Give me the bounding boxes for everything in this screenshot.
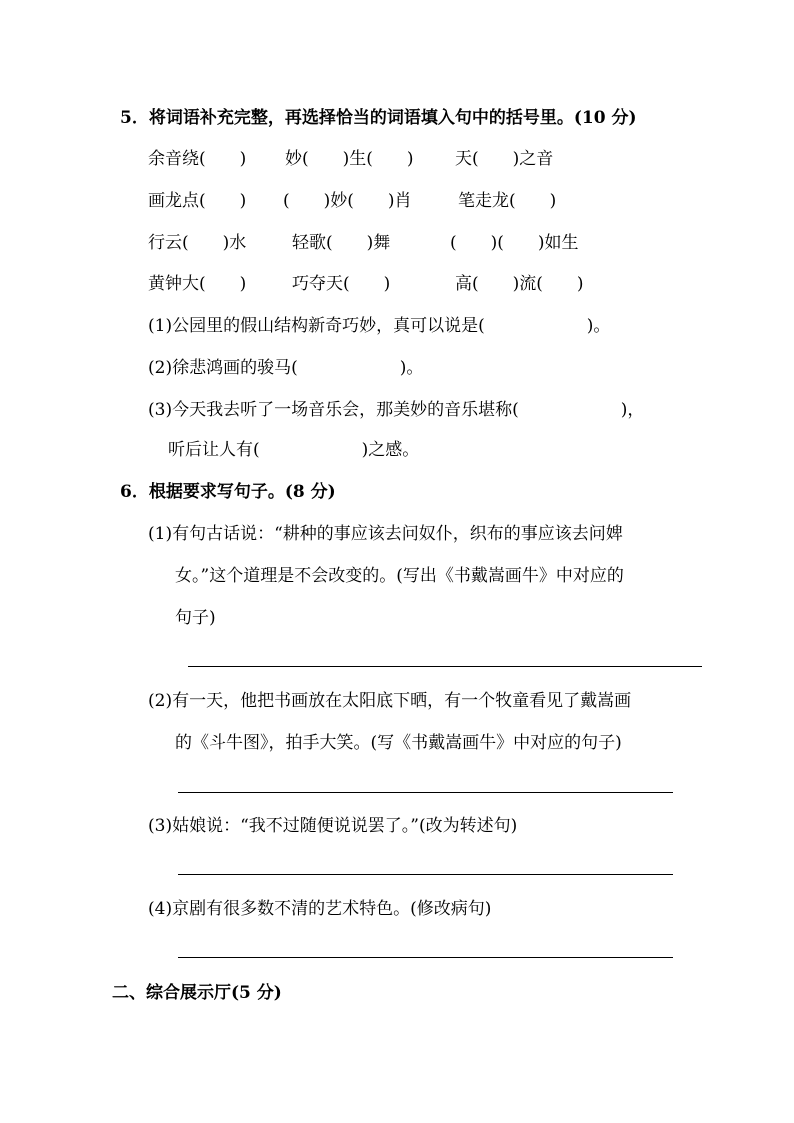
word-item: 画龙点( ) [148,191,247,211]
q6-title: 6．根据要求写句子。(8 分) [120,482,336,502]
q6-item-4: (4)京剧有很多数不清的艺术特色。(修改病句) [148,899,492,919]
q6-item-1: (1)有句古话说：“耕种的事应该去问奴仆，织布的事应该去问婢 [148,524,623,544]
word-item: 妙( )生( ) [285,149,414,169]
answer-line[interactable] [178,874,673,875]
q6-item-3: (3)姑娘说：“我不过随便说说罢了。”(改为转述句) [148,816,518,836]
word-item: ( )妙( )肖 [283,191,412,211]
answer-line[interactable] [178,957,673,958]
word-item: 高( )流( ) [455,274,584,294]
word-item: 行云( )水 [148,233,247,253]
word-item: 天( )之音 [455,149,554,169]
word-item: 余音绕( ) [148,149,247,169]
word-item: 黄钟大( ) [148,274,247,294]
fill-sentence: (1)公园里的假山结构新奇巧妙，真可以说是( )。 [148,316,611,336]
q6-item-2: (2)有一天，他把书画放在太阳底下晒，有一个牧童看见了戴嵩画 [148,691,632,711]
word-item: 笔走龙( ) [458,191,557,211]
q6-item-1-continued: 女。”这个道理是不会改变的。(写出《书戴嵩画牛》中对应的 [175,566,624,586]
fill-sentence: (3)今天我去听了一场音乐会，那美妙的音乐堪称( )， [148,400,645,420]
section-2-heading: 二、综合展示厅(5 分) [112,983,282,1003]
fill-sentence: (2)徐悲鸿画的骏马( )。 [148,358,424,378]
word-item: 轻歌( )舞 [292,233,391,253]
q5-title: 5．将词语补充完整，再选择恰当的词语填入句中的括号里。(10 分) [120,108,637,128]
q6-item-2-continued: 的《斗牛图》，拍手大笑。(写《书戴嵩画牛》中对应的句子) [175,733,622,753]
q6-item-1-continued: 句子) [175,608,216,628]
fill-sentence-continued: 听后让人有( )之感。 [168,440,420,460]
answer-line[interactable] [178,792,673,793]
answer-line[interactable] [188,666,702,667]
word-item: ( )( )如生 [450,233,579,253]
word-item: 巧夺天( ) [292,274,391,294]
